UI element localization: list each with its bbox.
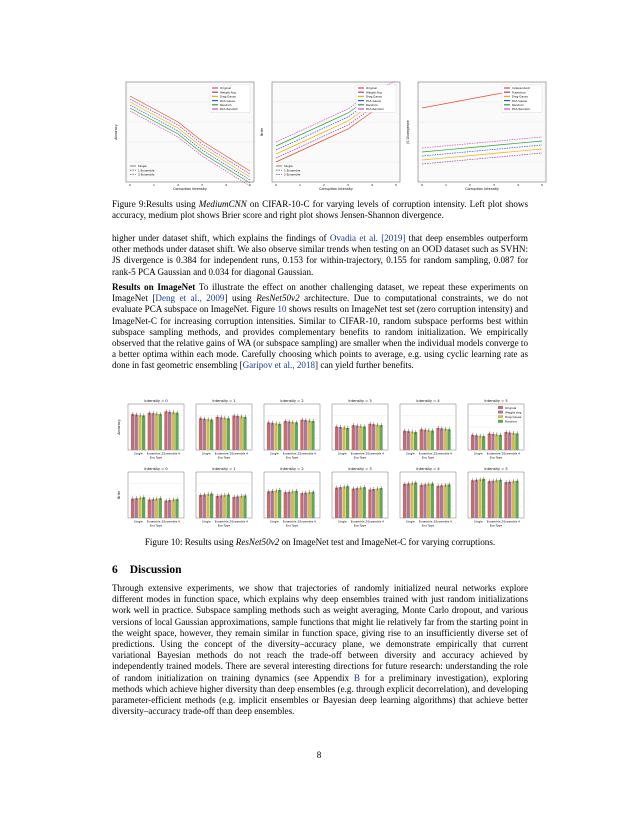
figure-10 bbox=[112, 396, 532, 531]
legend-label: PCA Random bbox=[220, 107, 239, 112]
citation-link[interactable]: Ovadia et al. [2019] bbox=[329, 233, 406, 243]
bar bbox=[278, 490, 281, 518]
legend-label: PCA Random bbox=[512, 107, 531, 112]
bar bbox=[475, 435, 478, 450]
bar bbox=[508, 482, 511, 518]
bar bbox=[403, 484, 406, 518]
x-axis-label: Corruption Intensity bbox=[465, 187, 499, 191]
x-tick-label: 0 bbox=[275, 183, 277, 187]
y-axis-label: Accuracy bbox=[117, 419, 121, 435]
x-tick-label: Single bbox=[202, 451, 211, 456]
bar bbox=[300, 493, 303, 518]
bar bbox=[403, 431, 406, 450]
bar bbox=[287, 421, 290, 450]
legend-label: Original bbox=[220, 86, 231, 91]
figure-9 bbox=[108, 76, 543, 196]
bar bbox=[379, 488, 382, 518]
x-tick-label: Ensemble 2 bbox=[146, 451, 164, 456]
x-tick-label: 4 bbox=[371, 183, 373, 187]
bar bbox=[363, 427, 366, 450]
bar bbox=[135, 415, 138, 450]
legend-label: Random bbox=[512, 103, 524, 107]
x-axis-label: Ens Type bbox=[421, 523, 435, 528]
bar bbox=[151, 499, 154, 518]
bar bbox=[271, 491, 274, 518]
x-tick-label: Ensemble 4 bbox=[231, 451, 248, 456]
bar bbox=[515, 433, 518, 450]
bar bbox=[267, 491, 270, 518]
x-tick-label: Single bbox=[134, 451, 143, 456]
x-tick-label: Ensemble 2 bbox=[486, 519, 504, 524]
legend-label: Original bbox=[366, 86, 377, 91]
bar bbox=[240, 416, 243, 450]
bar bbox=[142, 497, 145, 518]
bar bbox=[440, 428, 443, 450]
x-axis-label: Ens Type bbox=[217, 455, 231, 460]
x-tick-label: 3 bbox=[201, 183, 203, 187]
legend-label: Weight Avg bbox=[366, 90, 382, 95]
bar bbox=[227, 495, 230, 518]
x-tick-label: Ensemble 2 bbox=[282, 519, 300, 524]
legend-label: Original bbox=[505, 405, 517, 410]
bar bbox=[447, 429, 450, 450]
bar bbox=[199, 495, 202, 518]
bar bbox=[372, 489, 375, 518]
bar bbox=[148, 500, 151, 518]
y-axis-label: Brier bbox=[260, 127, 264, 137]
bar bbox=[210, 420, 213, 450]
x-tick-label: Ensemble 4 bbox=[367, 451, 384, 456]
bar bbox=[206, 494, 209, 518]
bar bbox=[512, 433, 515, 450]
bar bbox=[199, 418, 202, 450]
bar bbox=[491, 481, 494, 518]
x-tick-label: 0 bbox=[421, 183, 423, 187]
subplot-title: Intensity = 2 bbox=[280, 467, 304, 471]
bar bbox=[223, 495, 226, 518]
bar bbox=[267, 422, 270, 450]
bar bbox=[414, 432, 417, 450]
bar bbox=[168, 412, 171, 450]
subplot-title: Intensity = 1 bbox=[212, 467, 236, 471]
x-tick-label: 0 bbox=[129, 183, 131, 187]
bar bbox=[175, 499, 178, 518]
legend-swatch bbox=[498, 415, 503, 418]
legend-label: Random bbox=[220, 103, 232, 107]
bar bbox=[436, 486, 439, 518]
paragraph-ood: higher under dataset shift, which explains the findings of Ovadia et al. [2019] that deep ensembles outperform other methods under dataset shift. We also observe similar trends when testing on an OOD dataset such as SVHN: JS divergence is 0.384 for independent runs, 0.153 for within-trajectory, 0.155 for random sampling, 0.087 for rank-5 PCA Gaussian and 0.034 for diagonal Gaussian. bbox=[112, 233, 528, 277]
bar bbox=[410, 432, 413, 450]
bar bbox=[431, 431, 434, 450]
x-axis-label: Corruption Intensity bbox=[173, 187, 207, 191]
y-axis-label: JS Divergence bbox=[406, 120, 410, 144]
bar bbox=[407, 431, 410, 450]
bar bbox=[410, 483, 413, 518]
x-tick-label: Single bbox=[474, 451, 483, 456]
x-tick-label: Ensemble 4 bbox=[299, 451, 316, 456]
bar bbox=[355, 488, 358, 518]
x-tick-label: 5 bbox=[541, 183, 543, 187]
subplot-title: Intensity = 1 bbox=[212, 399, 236, 403]
x-tick-label: Ensemble 2 bbox=[486, 451, 504, 456]
legend-label: Diag Gauss bbox=[220, 94, 236, 99]
bar bbox=[227, 418, 230, 450]
x-tick-label: Single bbox=[474, 519, 483, 524]
bar bbox=[131, 414, 134, 450]
bar bbox=[504, 432, 507, 450]
bar bbox=[168, 500, 171, 518]
bar bbox=[368, 489, 371, 518]
bar bbox=[359, 488, 362, 518]
x-axis-label: Ens Type bbox=[353, 455, 367, 460]
bar bbox=[504, 482, 507, 518]
bar bbox=[148, 413, 151, 450]
bar bbox=[271, 423, 274, 450]
bar bbox=[151, 413, 154, 450]
figure-ref-link[interactable]: 10 bbox=[277, 304, 287, 315]
y-axis-label: Brier bbox=[117, 490, 121, 500]
legend-label: PCA Gauss bbox=[220, 98, 236, 103]
x-tick-label: 2 bbox=[177, 183, 179, 187]
bar bbox=[304, 420, 307, 450]
bar bbox=[444, 429, 447, 450]
subplot-title: Intensity = 3 bbox=[348, 467, 372, 471]
bar bbox=[284, 492, 287, 518]
legend-label: Weight Avg bbox=[505, 410, 522, 415]
legend-label: Random bbox=[366, 103, 378, 107]
bar bbox=[368, 424, 371, 450]
bar bbox=[291, 422, 294, 450]
subplot-title: Intensity = 5 bbox=[484, 399, 508, 403]
bar bbox=[427, 484, 430, 518]
x-tick-label: 1 bbox=[153, 183, 155, 187]
x-axis-label: Ens Type bbox=[149, 523, 163, 528]
bar bbox=[138, 415, 141, 450]
x-tick-label: Single bbox=[202, 519, 211, 524]
x-tick-label: 2 bbox=[323, 183, 325, 187]
citation-link[interactable]: Garipov et al., 2018 bbox=[242, 360, 316, 371]
bar bbox=[274, 423, 277, 450]
bar bbox=[478, 436, 481, 450]
legend-label: 1 Ensemble bbox=[284, 168, 301, 173]
bar bbox=[352, 489, 355, 518]
x-axis-label: Corruption Intensity bbox=[319, 187, 353, 191]
x-tick-label: Single bbox=[270, 519, 279, 524]
x-axis-label: Ens Type bbox=[285, 523, 299, 528]
bar bbox=[274, 490, 277, 518]
bar bbox=[471, 435, 474, 450]
bar bbox=[335, 427, 338, 450]
bar bbox=[512, 481, 515, 518]
x-tick-label: Ensemble 2 bbox=[350, 519, 368, 524]
bar bbox=[240, 496, 243, 518]
bar bbox=[155, 414, 158, 450]
bar bbox=[308, 492, 311, 518]
x-tick-label: Single bbox=[134, 519, 143, 524]
x-tick-label: Single bbox=[338, 451, 347, 456]
x-tick-label: Ensemble 4 bbox=[367, 519, 384, 524]
x-tick-label: Ensemble 4 bbox=[163, 451, 180, 456]
x-tick-label: Ensemble 2 bbox=[214, 519, 232, 524]
bar bbox=[223, 418, 226, 450]
bar bbox=[444, 485, 447, 518]
bar bbox=[175, 413, 178, 450]
x-axis-label: Ens Type bbox=[217, 523, 231, 528]
x-tick-label: Ensemble 2 bbox=[418, 451, 436, 456]
x-tick-label: Single bbox=[406, 451, 415, 456]
bar bbox=[499, 435, 502, 450]
legend-label: Independent bbox=[512, 86, 530, 91]
bar bbox=[431, 484, 434, 519]
bar bbox=[488, 481, 491, 518]
bar bbox=[420, 485, 423, 518]
x-tick-label: Single bbox=[270, 451, 279, 456]
x-tick-label: 3 bbox=[493, 183, 495, 187]
legend-swatch bbox=[498, 420, 503, 423]
legend-swatch bbox=[498, 406, 503, 409]
bar bbox=[379, 425, 382, 450]
x-tick-label: 3 bbox=[347, 183, 349, 187]
y-axis-label: Accuracy bbox=[114, 124, 118, 140]
bar bbox=[164, 411, 167, 450]
bar bbox=[159, 498, 162, 518]
bar bbox=[243, 495, 246, 518]
subplot-title: Intensity = 0 bbox=[144, 399, 168, 403]
legend-label: Diag Gauss bbox=[512, 94, 528, 99]
bar bbox=[284, 421, 287, 450]
legend-label: 1 Ensemble bbox=[138, 168, 155, 173]
x-tick-label: Ensemble 2 bbox=[282, 451, 300, 456]
x-tick-label: Ensemble 4 bbox=[435, 451, 452, 456]
paragraph-discussion: Through extensive experiments, we show that trajectories of randomly initialized neural networks explore different modes in function space, which explains why deep ensembles trained with just random initializations work well in practice. Subspace sampling methods such as weight averaging, Monte Carlo dropout, and various versions of local Gaussian approximations, sample functions that might lie relatively far from the starting point in the weight space, however, they remain similar in function space, giving rise to an insufficiently diverse set of predictions. Using the concept of the diversity–accuracy plane, we demonstrate empirically that current variational Bayesian methods do not reach the trade-off between diversity and accuracy achieved by independently trained models. There are several interesting directions for future research: understanding the role of random initialization on training dynamics (see Appendix B for a preliminary investigation), exploring methods which achieve higher diversity than deep ensembles (e.g. through explicit decorrelation), and developing parameter-efficient methods (e.g. implicit ensembles or Bayesian deep learning algorithms) that achieve better diversity–accuracy trade-off than deep ensembles. bbox=[112, 583, 528, 717]
legend-label: 2 Ensemble bbox=[138, 172, 155, 177]
bar bbox=[376, 489, 379, 518]
subplot-title: Intensity = 2 bbox=[280, 399, 304, 403]
figure-10-caption: Figure 10: Results using ResNet50v2 on ImageNet test and ImageNet-C for varying corruptions. bbox=[144, 537, 496, 547]
bar bbox=[423, 484, 426, 518]
bar bbox=[232, 497, 235, 518]
bar bbox=[447, 484, 450, 518]
x-tick-label: Ensemble 4 bbox=[163, 519, 180, 524]
x-tick-label: 4 bbox=[517, 183, 519, 187]
x-tick-label: Ensemble 2 bbox=[418, 519, 436, 524]
legend-label: PCA Gauss bbox=[512, 98, 528, 103]
legend-label: Random bbox=[505, 419, 517, 424]
bar bbox=[142, 416, 145, 451]
bar bbox=[243, 417, 246, 450]
bar bbox=[216, 496, 219, 518]
x-tick-label: 1 bbox=[299, 183, 301, 187]
bar bbox=[359, 426, 362, 450]
bar bbox=[440, 485, 443, 518]
figure-9-caption: Figure 9:Results using MediumCNN on CIFAR-10-C for varying levels of corruption intensity. Left plot shows accuracy, medium plot shows Brier score and right plot shows Jensen-Shannon divergence. bbox=[112, 199, 528, 221]
bar bbox=[355, 426, 358, 450]
bar bbox=[159, 414, 162, 450]
x-tick-label: 2 bbox=[469, 183, 471, 187]
x-tick-label: Ensemble 4 bbox=[435, 519, 452, 524]
citation-link[interactable]: Deng et al., 2009 bbox=[155, 293, 225, 304]
legend-label: Single bbox=[284, 164, 293, 169]
bar bbox=[311, 492, 314, 518]
bar bbox=[436, 428, 439, 450]
bar bbox=[372, 424, 375, 450]
section-heading: 6 Discussion bbox=[112, 564, 182, 576]
bar bbox=[236, 496, 239, 518]
page-number: 8 bbox=[316, 750, 322, 760]
legend-label: Diag Gauss bbox=[366, 94, 382, 99]
x-tick-label: Ensemble 4 bbox=[503, 519, 520, 524]
legend-swatch bbox=[498, 411, 503, 414]
bar bbox=[232, 416, 235, 451]
legend-label: 2 Ensemble bbox=[284, 172, 301, 177]
paragraph-imagenet: Results on ImageNet To illustrate the effect on another challenging dataset, we repeat these experiments on ImageNet [Deng et al., 2009] using ResNet50v2 architecture. Due to computational constraints, we do not evaluate PCA subspace on ImageNet. Figure 10 shows results on ImageNet test set (zero corruption intensity) and ImageNet-C for increasing corruption intensities. Similar to CIFAR-10, random subspace performs best within subspace sampling methods, and provides complementary benefits to random initialization. We empirically observed that the relative gains of WA (or subspace sampling) are smaller when the individual models converge to a better optima within each mode. Carefully choosing which points to average, e.g. using cyclic learning rate as done in fast geometric ensembling [Garipov et al., 2018] can yield further benefits. bbox=[112, 282, 529, 371]
bar bbox=[219, 495, 222, 518]
bar bbox=[423, 430, 426, 450]
bar bbox=[475, 480, 478, 518]
bar bbox=[216, 417, 219, 450]
x-tick-label: Ensemble 2 bbox=[146, 519, 164, 524]
bar bbox=[515, 481, 518, 518]
x-tick-label: Ensemble 4 bbox=[299, 519, 316, 524]
legend-label: Weight Avg bbox=[220, 90, 236, 95]
bar bbox=[236, 416, 239, 450]
bar bbox=[135, 498, 138, 518]
bar bbox=[427, 430, 430, 450]
bar bbox=[414, 483, 417, 518]
bar bbox=[339, 427, 342, 450]
x-tick-label: 4 bbox=[225, 183, 227, 187]
bar bbox=[206, 419, 209, 450]
bar bbox=[210, 494, 213, 518]
bar bbox=[346, 486, 349, 518]
bar bbox=[203, 495, 206, 518]
x-tick-label: Ensemble 4 bbox=[503, 451, 520, 456]
bar bbox=[508, 433, 511, 450]
bar bbox=[291, 491, 294, 518]
x-tick-label: 5 bbox=[249, 183, 251, 187]
bar bbox=[471, 480, 474, 518]
bar bbox=[346, 428, 349, 450]
bar bbox=[499, 480, 502, 518]
x-tick-label: Ensemble 4 bbox=[231, 519, 248, 524]
x-tick-label: Single bbox=[338, 519, 347, 524]
bar bbox=[488, 433, 491, 450]
x-tick-label: Single bbox=[406, 519, 415, 524]
x-tick-label: Ensemble 2 bbox=[214, 451, 232, 456]
legend-label: PCA Gauss bbox=[366, 98, 382, 103]
bar bbox=[304, 493, 307, 518]
legend-label: Trajectory bbox=[512, 90, 526, 95]
bar bbox=[300, 420, 303, 450]
subplot-title: Intensity = 0 bbox=[144, 467, 168, 471]
bar bbox=[219, 417, 222, 450]
bar bbox=[308, 421, 311, 450]
bar bbox=[482, 479, 485, 518]
bar bbox=[203, 419, 206, 450]
appendix-link[interactable]: B bbox=[353, 672, 360, 683]
x-axis-label: Ens Type bbox=[149, 455, 163, 460]
bar bbox=[131, 499, 134, 518]
bar bbox=[311, 421, 314, 450]
bar bbox=[342, 487, 345, 518]
bar bbox=[495, 480, 498, 518]
bar bbox=[138, 498, 141, 518]
bar bbox=[295, 491, 298, 518]
x-tick-label: 1 bbox=[445, 183, 447, 187]
bar bbox=[287, 492, 290, 518]
bar bbox=[407, 484, 410, 519]
bar bbox=[295, 422, 298, 450]
bar bbox=[420, 429, 423, 450]
bar bbox=[478, 479, 481, 518]
x-axis-label: Ens Type bbox=[285, 455, 299, 460]
legend-label: PCA Random bbox=[366, 107, 385, 112]
bar bbox=[339, 487, 342, 518]
subplot-title: Intensity = 5 bbox=[484, 467, 508, 471]
bar bbox=[342, 427, 345, 450]
subplot-title: Intensity = 3 bbox=[348, 399, 372, 403]
bar bbox=[172, 500, 175, 518]
x-tick-label: Ensemble 2 bbox=[350, 451, 368, 456]
legend-label: Diag Gauss bbox=[505, 415, 522, 419]
x-axis-label: Ens Type bbox=[353, 523, 367, 528]
bar bbox=[495, 434, 498, 450]
bar bbox=[363, 487, 366, 518]
x-tick-label: 5 bbox=[395, 183, 397, 187]
bar bbox=[352, 425, 355, 450]
bar bbox=[164, 501, 167, 518]
x-axis-label: Ens Type bbox=[489, 523, 503, 528]
legend-label: Single bbox=[138, 164, 147, 169]
subplot-title: Intensity = 4 bbox=[416, 399, 440, 403]
bar bbox=[491, 434, 494, 450]
bar bbox=[172, 412, 175, 450]
bar bbox=[376, 425, 379, 450]
bar bbox=[278, 424, 281, 450]
bar bbox=[335, 488, 338, 518]
bar bbox=[155, 499, 158, 518]
x-axis-label: Ens Type bbox=[489, 455, 503, 460]
x-axis-label: Ens Type bbox=[421, 455, 435, 460]
bar bbox=[482, 436, 485, 450]
subplot-title: Intensity = 4 bbox=[416, 467, 440, 471]
